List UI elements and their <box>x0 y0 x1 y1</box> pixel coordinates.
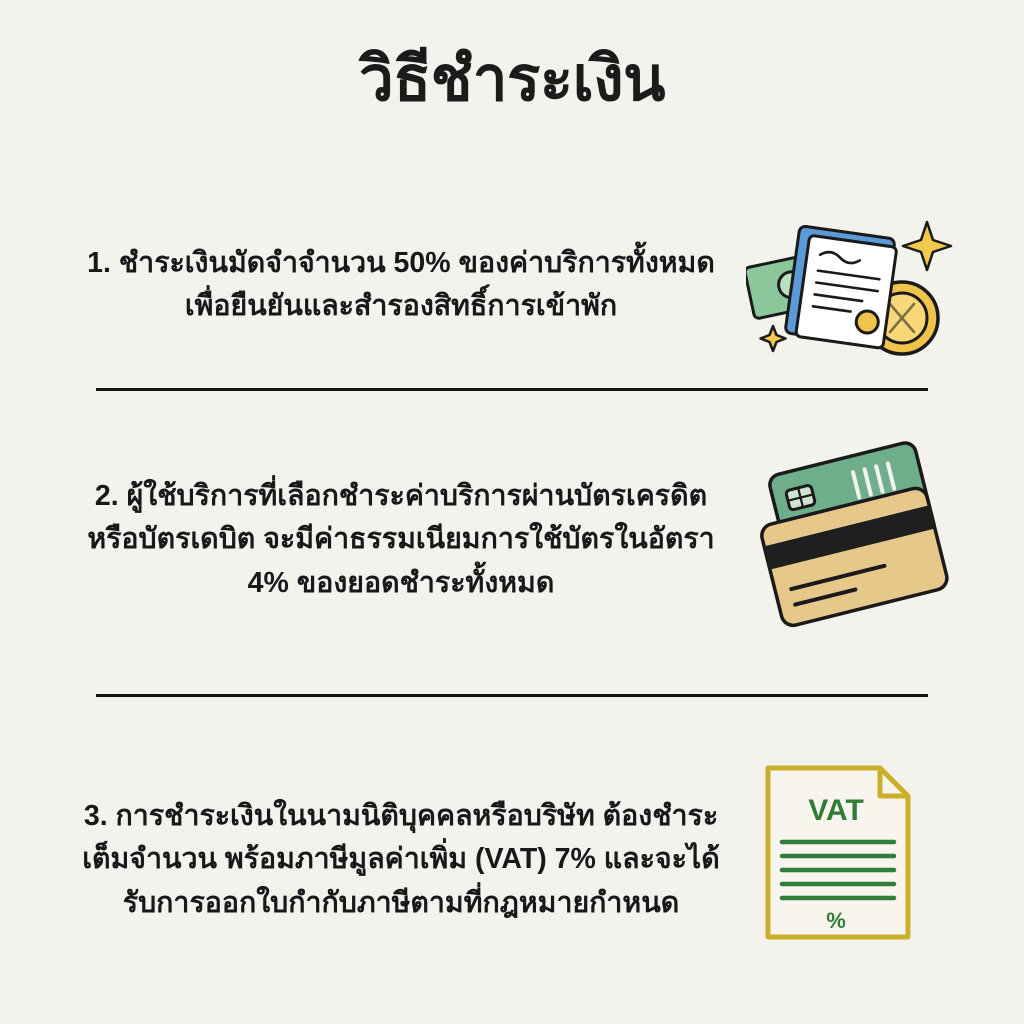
page-title: วิธีชำระเงิน <box>359 45 665 114</box>
vat-label: VAT <box>808 794 864 827</box>
section-card-fee-art <box>740 440 1024 640</box>
section-vat-art <box>740 760 1024 960</box>
vat-document-icon <box>758 760 918 950</box>
section-card-fee <box>0 440 1024 640</box>
section-deposit-art <box>740 200 1024 370</box>
receipt-money-icon <box>746 206 956 391</box>
divider-2 <box>96 694 928 697</box>
divider-1 <box>96 388 928 391</box>
section-deposit <box>0 200 1024 370</box>
section-deposit-text: 1. ชำระเงินมัดจำจำนวน 50% ของค่าบริการทั้งหมด เพื่อยืนยันและสำรองสิทธิ์การเข้าพัก <box>87 246 715 322</box>
section-card-fee-text: 2. ผู้ใช้บริการที่เลือกชำระค่าบริการผ่านบัตรเครดิตหรือบัตรเดบิต จะมีค่าธรรมเนียมการใช้บัตรในอัตรา 4% ของยอดชำระทั้งหมด <box>87 480 715 599</box>
section-vat <box>0 760 1024 960</box>
vat-percent-symbol: % <box>826 908 846 933</box>
section-vat-text: 3. การชำระเงินในนามนิติบุคคลหรือบริษัท ต้องชำระเต็มจำนวน พร้อมภาษีมูลค่าเพิ่ม (VAT) 7% และจะได้รับการออกใบกำกับภาษีตามที่กฎหมายกำหนด <box>82 800 720 919</box>
credit-cards-icon <box>740 440 970 635</box>
